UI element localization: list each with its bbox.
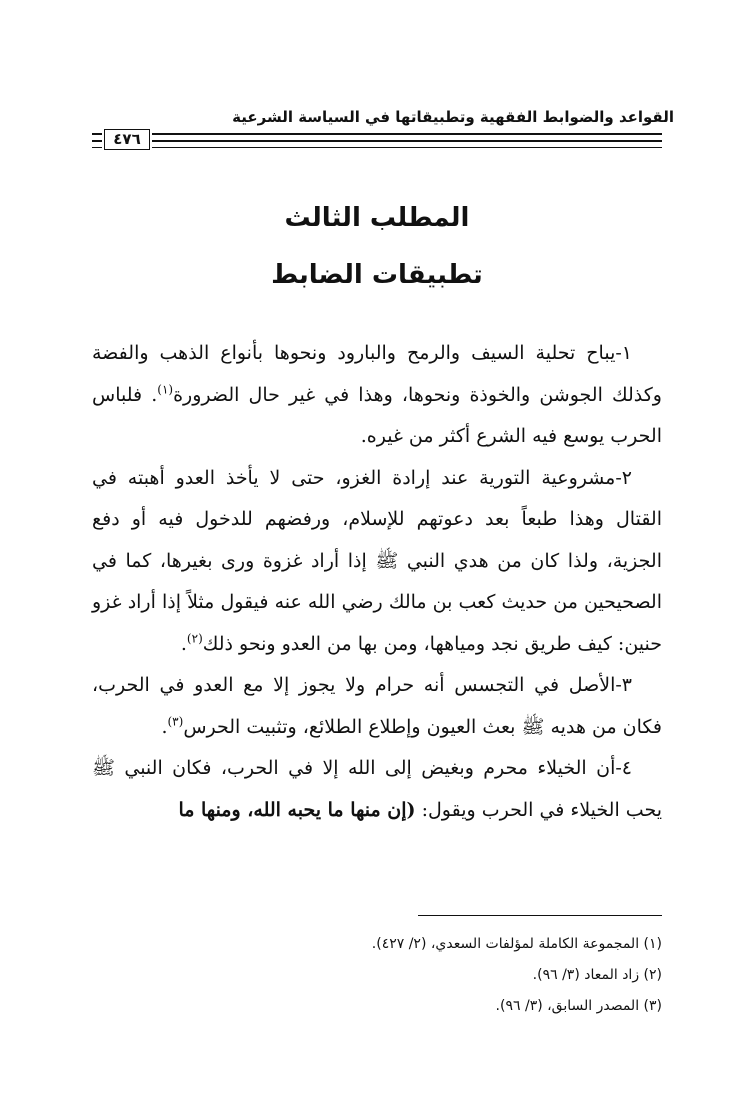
paragraph-3 [92,665,662,748]
paragraph-text: ٢-مشروعية التورية عند إرادة الغزو، حتى لا يأخذ العدو أهبته في القتال وهذا طبعاً بعد دعوتهم للإسلام، ورفضهم للدخول فيه أو دفع الجزية، ولذا كان من هدي النبي ﷺ إذا أراد غزوة ورى بغيرها، كما في الصحيحين من حديث كعب بن مالك رضي الله عنه فيقول مثلاً إذا أراد غزو حنين: كيف طريق نجد ومياهها، ومن بها من العدو ونحو ذلك [92,466,662,655]
section-subtitle: تطبيقات الضابط [271,260,483,290]
footnote-reference: (٢) [186,631,203,646]
footnote: (١) المجموعة الكاملة لمؤلفات السعدي، (٢/ ٤٢٧). [371,936,662,952]
paragraph-4 [92,748,662,831]
paragraph-text: ٤-أن الخيلاء محرم وبغيض إلى الله إلا في الحرب، فكان النبي ﷺ يحب الخيلاء في الحرب ويقول: [92,757,662,821]
footnote: (٣) المصدر السابق، (٣/ ٩٦). [495,998,662,1014]
footnote-separator [418,915,662,916]
header-rule [152,140,662,142]
body-text [92,333,662,831]
paragraph-text: . [161,715,168,738]
paragraph-1 [92,333,662,458]
paragraph-text: . [180,632,187,655]
page-number: ٤٧٦ [104,129,150,150]
paragraph-2 [92,458,662,666]
header-rule [152,147,662,148]
footnote-reference: (٣) [167,714,184,729]
header-rule [92,140,102,142]
footnotes [92,929,662,1022]
footnote: (٢) زاد المعاد (٣/ ٩٦). [532,967,662,983]
footnote-reference: (١) [157,382,174,397]
paragraph-text: ١-يباح تحلية السيف والرمح والبارود ونحوها بأنواع الذهب والفضة وكذلك الجوشن والخوذة ونحوها، وهذا في غير حال الضرورة [92,342,662,406]
header-rule [152,133,662,135]
paragraph-text: ٣-الأصل في التجسس أنه حرام ولا يجوز إلا مع العدو في الحرب، فكان من هديه ﷺ بعث العيون وإطلاع الطلائع، وتثبيت الحرس [92,674,662,738]
paragraph-text: . فلباس الحرب يوسع فيه الشرع أكثر من غيره. [92,383,662,447]
hadith-quote: (إن منها ما يحبه الله، ومنها ما [178,798,416,821]
header-rule [92,133,102,135]
running-title: القواعد والضوابط الفقهية وتطبيقاتها في السياسة الشرعية [232,108,674,126]
section-title: المطلب الثالث [284,203,470,233]
header-rule [92,147,102,148]
